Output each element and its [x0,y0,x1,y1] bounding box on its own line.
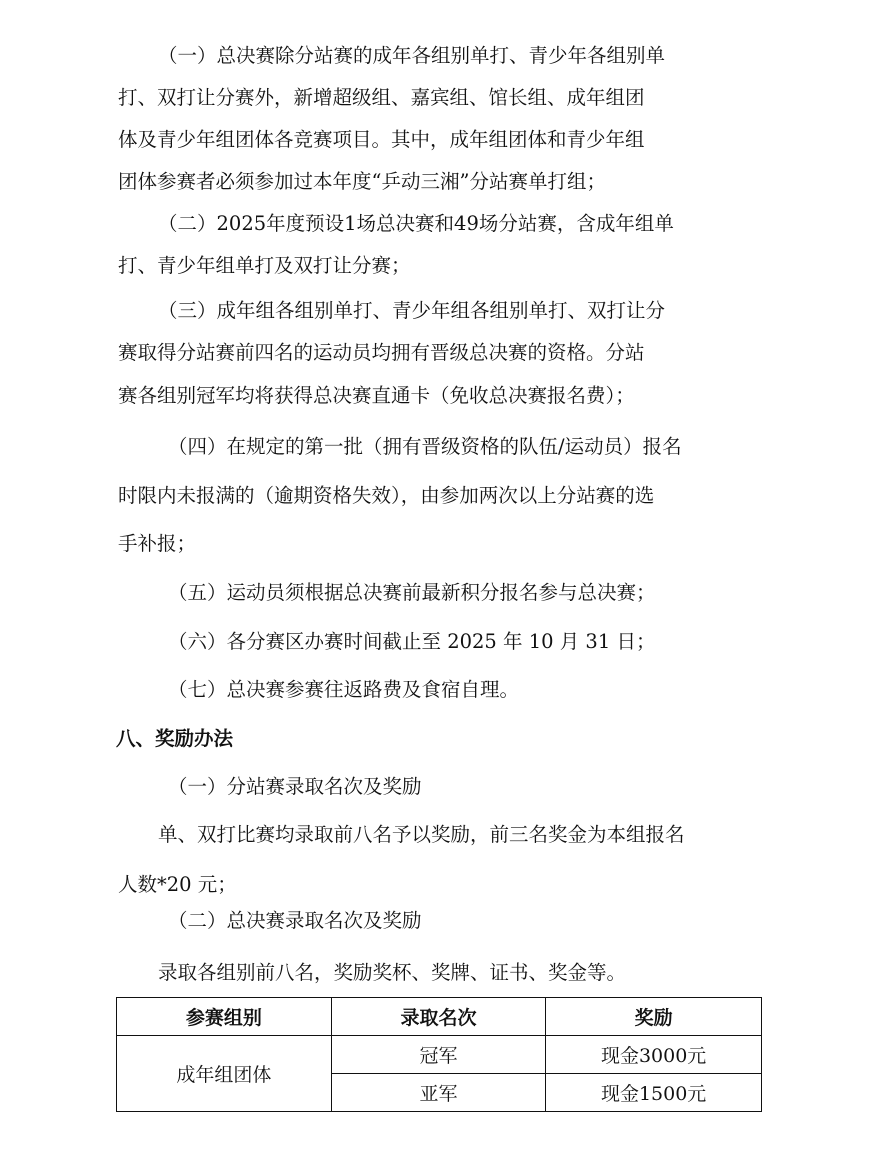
paragraph-line: （二）2025年度预设1场总决赛和49场分站赛，含成年组单 [158,212,674,235]
cell-rank: 冠军 [331,1036,546,1074]
cell-reward: 现金3000元 [546,1036,762,1074]
paragraph-line: （六）各分赛区办赛时间截止至 2025 年 10 月 31 日； [168,630,656,653]
paragraph-line: 录取各组别前八名，奖励奖杯、奖牌、证书、奖金等。 [158,961,627,984]
header-group: 参赛组别 [117,998,332,1036]
paragraph-line: （三）成年组各组别单打、青少年组各组别单打、双打让分 [158,299,666,322]
paragraph-line: （四）在规定的第一批（拥有晋级资格的队伍/运动员）报名 [168,435,682,458]
paragraph-line: 赛各组别冠军均将获得总决赛直通卡（免收总决赛报名费）； [118,384,635,407]
cell-rank: 亚军 [331,1074,546,1112]
cell-reward: 现金1500元 [546,1074,762,1112]
paragraph-line: （七）总决赛参赛往返路费及食宿自理。 [168,678,520,701]
table-header-row [117,998,762,1036]
header-reward: 奖励 [546,998,762,1036]
paragraph-line: （一）分站赛录取名次及奖励 [168,775,422,798]
section-heading: 八、奖励办法 [116,727,234,750]
header-rank: 录取名次 [331,998,546,1036]
paragraph-line: 打、青少年组单打及双打让分赛； [118,254,411,277]
paragraph-line: 手补报； [118,532,197,555]
paragraph-line: 赛取得分站赛前四名的运动员均拥有晋级总决赛的资格。分站 [118,341,645,364]
cell-group: 成年组团体 [117,1036,332,1112]
paragraph-line: 体及青少年组团体各竞赛项目。其中，成年组团体和青少年组 [118,128,645,151]
paragraph-line: （二）总决赛录取名次及奖励 [168,909,422,932]
paragraph-line: （一）总决赛除分站赛的成年各组别单打、青少年各组别单 [158,44,666,67]
paragraph-line: 时限内未报满的（逾期资格失效），由参加两次以上分站赛的选 [118,484,655,507]
paragraph-line: （五）运动员须根据总决赛前最新积分报名参与总决赛； [168,581,656,604]
paragraph-line: 人数*20 元； [118,873,237,896]
paragraph-line: 团体参赛者必须参加过本年度“乒动三湘”分站赛单打组； [118,170,606,193]
paragraph-line: 单、双打比赛均录取前八名予以奖励，前三名奖金为本组报名 [158,823,685,846]
table-row [117,1036,762,1074]
awards-table [116,997,762,1112]
paragraph-line: 打、双打让分赛外，新增超级组、嘉宾组、馆长组、成年组团 [118,86,645,109]
